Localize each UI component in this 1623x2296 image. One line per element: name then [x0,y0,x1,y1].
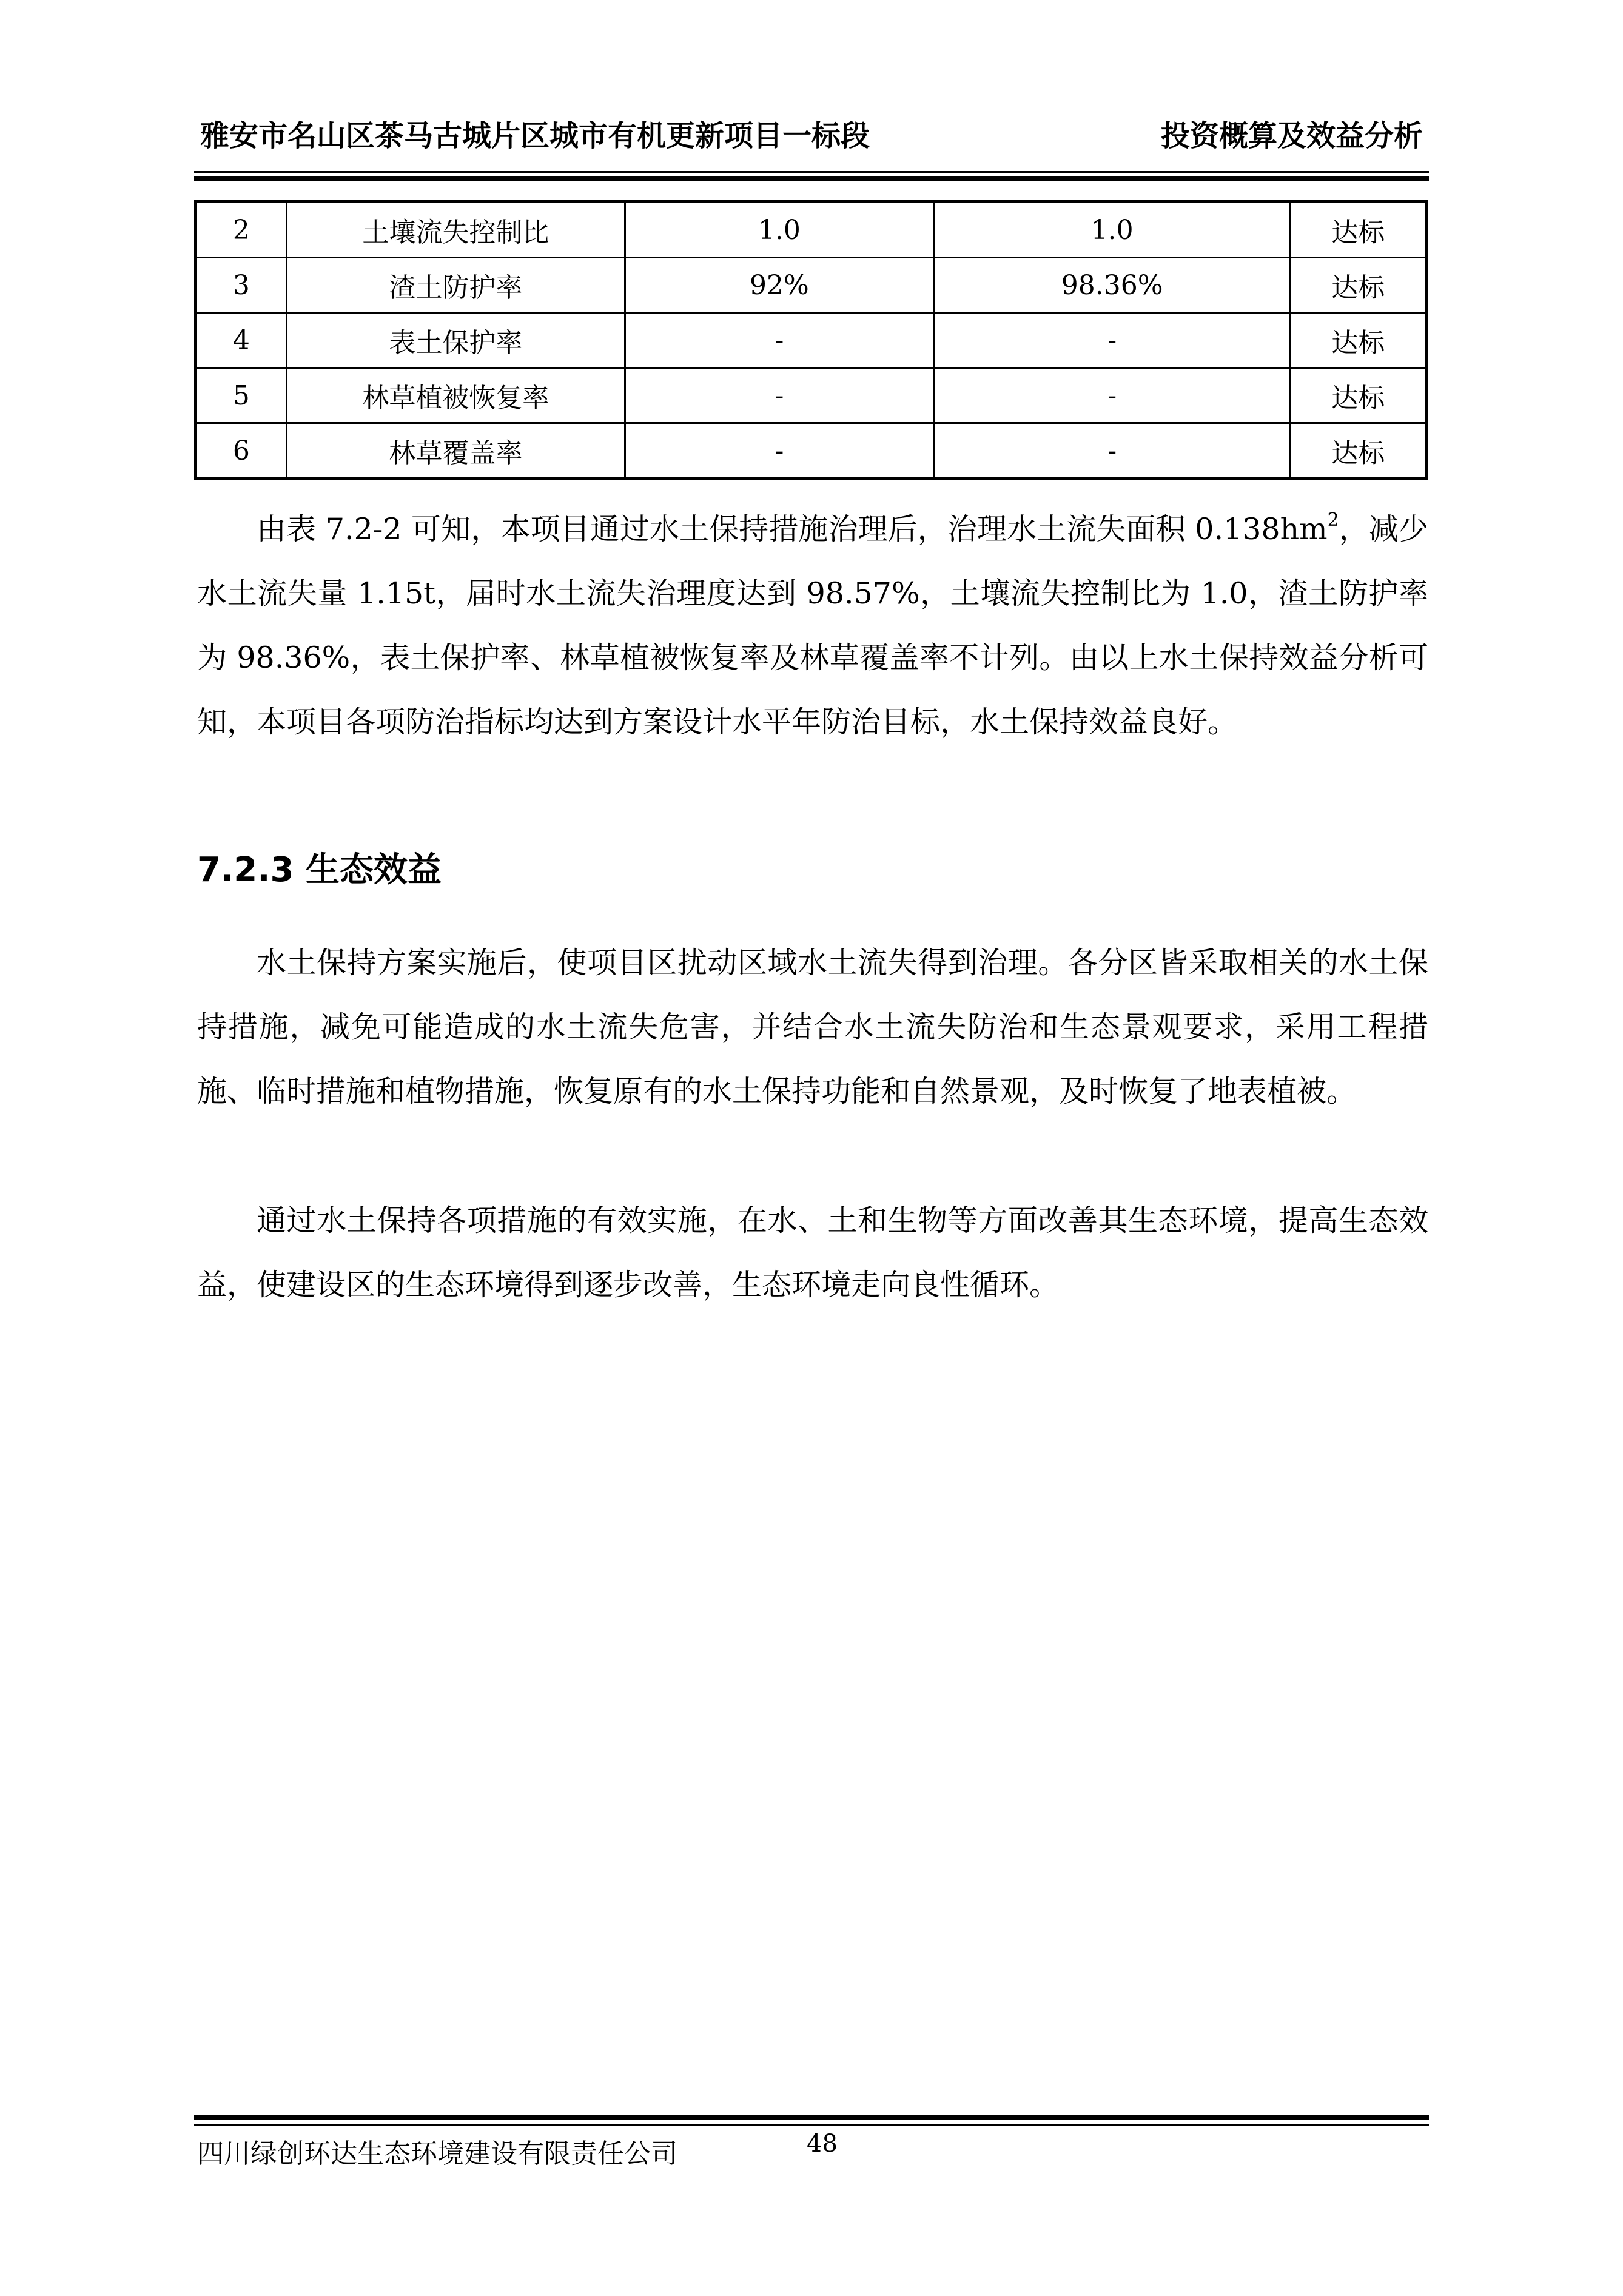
paragraph-ecology-2 [197,1189,1428,1317]
table-cell-result: 达标 [1291,258,1426,313]
table-row [196,258,1426,313]
table-row [196,423,1426,479]
table-row [196,368,1426,423]
table-cell-result: 达标 [1291,313,1426,368]
paragraph-ecology-1 [197,931,1428,1124]
table-cell-item: 林草覆盖率 [286,423,625,479]
superscript-2: 2 [1327,509,1339,531]
footer-rule-thick [194,2115,1429,2120]
table-cell-no: 3 [196,258,287,313]
section-heading: 7.2.3 生态效益 [197,850,442,890]
paragraph-summary-text-b: ，减少水土流失量 1.15t，届时水土流失治理度达到 98.57%，土壤流失控制比为 1.0，渣土防护率为 98.36%，表土保护率、林草植被恢复率及林草覆盖率不计列。由以上水土保持效益分析可知，本项目各项防治指标均达到方案设计水平年防治目标，水土保持效益良好。 [197,512,1428,739]
table-cell-result: 达标 [1291,202,1426,258]
header-project-title: 雅安市名山区茶马古城片区城市有机更新项目一标段 [200,119,870,153]
table-cell-achieved: 98.36% [933,258,1291,313]
table-cell-achieved: - [933,368,1291,423]
page-number: 48 [807,2130,838,2158]
table-cell-no: 4 [196,313,287,368]
table-row [196,202,1426,258]
table-cell-target: 1.0 [625,202,934,258]
table-cell-target: 92% [625,258,934,313]
paragraph-summary-text-a: 由表 7.2-2 可知，本项目通过水土保持措施治理后，治理水土流失面积 0.138hm [257,512,1328,546]
paragraph-ecology-2-text: 通过水土保持各项措施的有效实施，在水、土和生物等方面改善其生态环境，提高生态效益，使建设区的生态环境得到逐步改善，生态环境走向良性循环。 [197,1203,1428,1302]
table-cell-item: 土壤流失控制比 [286,202,625,258]
page-header [194,112,1429,161]
indicator-table [194,200,1428,480]
table-cell-no: 5 [196,368,287,423]
table-cell-achieved: - [933,313,1291,368]
header-chapter-title: 投资概算及效益分析 [1160,119,1423,153]
table-cell-item: 渣土防护率 [286,258,625,313]
table-cell-target: - [625,368,934,423]
footer-company: 四川绿创环达生态环境建设有限责任公司 [197,2138,677,2169]
table-cell-item: 表土保护率 [286,313,625,368]
table-cell-achieved: 1.0 [933,202,1291,258]
header-rule-thin [194,171,1429,173]
paragraph-summary [197,497,1428,754]
table-cell-no: 2 [196,202,287,258]
paragraph-ecology-1-text: 水土保持方案实施后，使项目区扰动区域水土流失得到治理。各分区皆采取相关的水土保持措施，减免可能造成的水土流失危害，并结合水土流失防治和生态景观要求，采用工程措施、临时措施和植物措施，恢复原有的水土保持功能和自然景观，及时恢复了地表植被。 [197,945,1428,1109]
table-row [196,313,1426,368]
footer-rule-thin [194,2124,1429,2126]
table-cell-result: 达标 [1291,423,1426,479]
table-cell-no: 6 [196,423,287,479]
table-cell-achieved: - [933,423,1291,479]
table-cell-target: - [625,313,934,368]
table-cell-item: 林草植被恢复率 [286,368,625,423]
header-rule-thick [194,176,1429,181]
table-cell-result: 达标 [1291,368,1426,423]
table-cell-target: - [625,423,934,479]
